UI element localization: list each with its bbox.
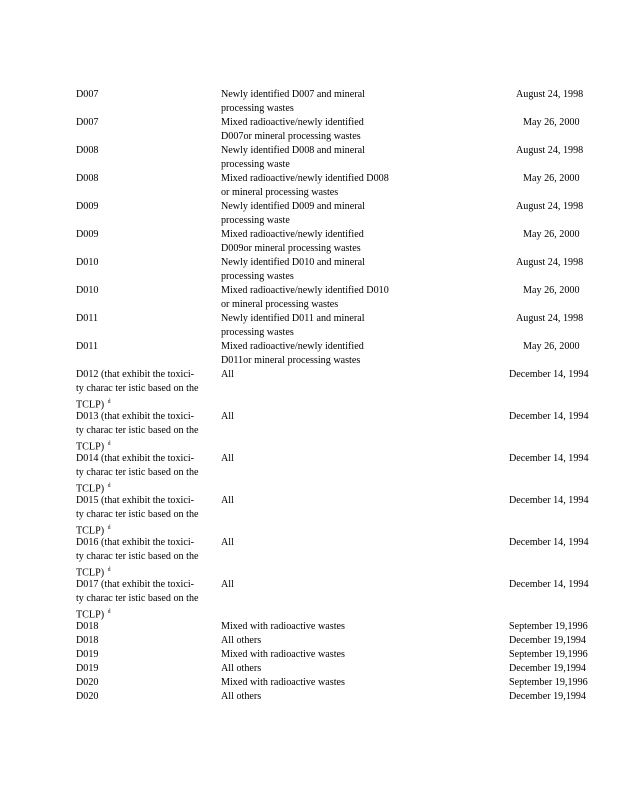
table-row xyxy=(76,339,580,367)
waste-code-text xyxy=(76,283,209,297)
waste-code-line: D018 xyxy=(76,620,99,632)
effective-date: December 14, 1994 xyxy=(509,494,589,506)
waste-code-line: D007 xyxy=(76,116,99,128)
effective-date: August 24, 1998 xyxy=(516,88,584,100)
waste-code-line: ty charac ter istic based on the xyxy=(76,424,199,436)
waste-code-line: D009 xyxy=(76,228,99,240)
waste-code-text xyxy=(76,255,209,269)
effective-date-cell xyxy=(441,493,618,507)
effective-date: May 26, 2000 xyxy=(523,172,580,184)
waste-description-line: Mixed with radioactive wastes xyxy=(221,648,345,660)
effective-date: May 26, 2000 xyxy=(523,284,580,296)
waste-code-line: D012 (that exhibit the toxici- xyxy=(76,368,195,380)
waste-code-text xyxy=(76,199,209,213)
waste-code-line: D017 (that exhibit the toxici- xyxy=(76,578,195,590)
waste-code-cell xyxy=(76,115,221,129)
waste-description-cell xyxy=(221,633,441,647)
effective-date: December 14, 1994 xyxy=(509,452,589,464)
waste-code-text xyxy=(76,591,209,605)
effective-date: August 24, 1998 xyxy=(516,312,584,324)
waste-description-line: Newly identified D007 and mineral xyxy=(221,88,365,100)
waste-description-line: Mixed with radioactive wastes xyxy=(221,620,345,632)
waste-code-text xyxy=(76,675,209,689)
waste-code-cell xyxy=(76,339,221,353)
effective-date-cell xyxy=(441,171,618,185)
waste-description-line: Newly identified D009 and mineral xyxy=(221,200,365,212)
waste-description-cell xyxy=(221,311,441,339)
table-row xyxy=(76,255,584,283)
waste-code-text xyxy=(76,535,209,549)
effective-date-cell xyxy=(441,535,618,549)
waste-description-line: processing waste xyxy=(221,214,290,226)
waste-code-text xyxy=(76,661,209,675)
waste-code-text xyxy=(76,115,209,129)
waste-description-cell xyxy=(221,227,441,255)
waste-code-text xyxy=(76,549,209,563)
waste-description-line: All xyxy=(221,452,234,464)
waste-code-cell xyxy=(76,199,221,213)
waste-code-cell xyxy=(76,661,221,675)
waste-code-line: D015 (that exhibit the toxici- xyxy=(76,494,195,506)
effective-date: December 14, 1994 xyxy=(509,368,589,380)
waste-code-text xyxy=(76,647,209,661)
waste-description-line: Mixed radioactive/newly identified D010 xyxy=(221,284,389,296)
effective-date-cell xyxy=(441,255,618,269)
waste-description-cell xyxy=(221,87,441,115)
waste-description-line: D009or mineral processing wastes xyxy=(221,242,361,254)
waste-code-cell xyxy=(76,283,221,297)
table-row xyxy=(76,143,584,171)
waste-code-line: D009 xyxy=(76,200,99,212)
waste-description-line: All others xyxy=(221,634,262,646)
waste-description-line: All xyxy=(221,410,234,422)
table-row xyxy=(76,199,584,227)
table-row xyxy=(76,675,588,689)
waste-code-line: TCLP) xyxy=(76,524,105,537)
table-row xyxy=(76,227,580,255)
table-row xyxy=(76,115,580,143)
waste-description-cell xyxy=(221,143,441,171)
footnote-marker: d xyxy=(107,609,111,615)
effective-date-cell xyxy=(441,409,618,423)
waste-code-text xyxy=(76,367,209,381)
table-row xyxy=(76,87,584,115)
effective-date: May 26, 2000 xyxy=(523,116,580,128)
waste-description-line: processing wastes xyxy=(221,270,294,282)
waste-code-line: ty charac ter istic based on the xyxy=(76,508,199,520)
waste-code-line: ty charac ter istic based on the xyxy=(76,466,199,478)
table-row xyxy=(76,633,587,647)
waste-description-line: All xyxy=(221,494,234,506)
waste-code-line: D008 xyxy=(76,172,99,184)
effective-date-cell xyxy=(441,311,618,325)
waste-code-cell xyxy=(76,619,221,633)
waste-description-cell xyxy=(221,493,441,507)
waste-description-line: Newly identified D011 and mineral xyxy=(221,312,365,324)
effective-date-cell xyxy=(441,619,618,633)
waste-code-line: TCLP) xyxy=(76,482,105,495)
waste-description-cell xyxy=(221,661,441,675)
waste-code-cell xyxy=(76,535,221,580)
waste-description-line: processing wastes xyxy=(221,102,294,114)
table-row xyxy=(76,367,589,411)
waste-code-text xyxy=(76,423,209,437)
waste-description-line: All xyxy=(221,368,234,380)
table-row xyxy=(76,493,589,537)
waste-code-line: ty charac ter istic based on the xyxy=(76,382,199,394)
waste-code-line: D018 xyxy=(76,634,99,646)
effective-date: December 19,1994 xyxy=(509,634,587,646)
waste-code-cell xyxy=(76,647,221,661)
waste-description-line: Newly identified D010 and mineral xyxy=(221,256,365,268)
effective-date-cell xyxy=(441,451,618,465)
waste-description-line: All others xyxy=(221,690,262,702)
effective-date-cell xyxy=(441,661,618,675)
waste-code-line: TCLP) xyxy=(76,398,105,411)
waste-date-table xyxy=(76,87,589,703)
effective-date: September 19,1996 xyxy=(509,648,588,660)
waste-description-cell xyxy=(221,619,441,633)
waste-code-line: TCLP) xyxy=(76,566,105,579)
footnote-marker: d xyxy=(107,441,111,447)
waste-description-cell xyxy=(221,451,441,465)
waste-code-cell xyxy=(76,255,221,269)
effective-date-cell xyxy=(441,689,618,703)
waste-description-line: or mineral processing wastes xyxy=(221,186,339,198)
table-row xyxy=(76,689,587,703)
effective-date: September 19,1996 xyxy=(509,676,588,688)
effective-date-cell xyxy=(441,115,618,129)
waste-description-line: Mixed with radioactive wastes xyxy=(221,676,345,688)
waste-code-cell xyxy=(76,87,221,101)
waste-code-text xyxy=(76,633,209,647)
effective-date: December 14, 1994 xyxy=(509,536,589,548)
waste-code-cell xyxy=(76,171,221,185)
waste-description-line: processing waste xyxy=(221,158,290,170)
effective-date: May 26, 2000 xyxy=(523,228,580,240)
waste-code-text xyxy=(76,87,209,101)
waste-description-cell xyxy=(221,199,441,227)
effective-date: August 24, 1998 xyxy=(516,200,584,212)
waste-description-cell xyxy=(221,115,441,143)
waste-code-line: D010 xyxy=(76,256,99,268)
waste-description-cell xyxy=(221,647,441,661)
waste-code-line: D014 (that exhibit the toxici- xyxy=(76,452,195,464)
waste-description-cell xyxy=(221,689,441,703)
effective-date-cell xyxy=(441,339,618,353)
waste-description-line: Mixed radioactive/newly identified xyxy=(221,340,364,352)
waste-code-text xyxy=(76,689,209,703)
waste-description-cell xyxy=(221,171,441,199)
effective-date: December 19,1994 xyxy=(509,690,587,702)
effective-date: May 26, 2000 xyxy=(523,340,580,352)
waste-description-line: Newly identified D008 and mineral xyxy=(221,144,365,156)
effective-date: December 19,1994 xyxy=(509,662,587,674)
table-row xyxy=(76,171,580,199)
table-row xyxy=(76,619,588,633)
waste-code-line: D011 xyxy=(76,312,99,324)
waste-code-cell xyxy=(76,311,221,325)
table-row xyxy=(76,535,589,579)
waste-code-text xyxy=(76,381,209,395)
effective-date-cell xyxy=(441,87,618,101)
effective-date: December 14, 1994 xyxy=(509,410,589,422)
waste-code-line: D016 (that exhibit the toxici- xyxy=(76,536,195,548)
footnote-marker: d xyxy=(107,567,111,573)
waste-description-cell xyxy=(221,577,441,591)
table-row xyxy=(76,661,587,675)
waste-code-cell xyxy=(76,689,221,703)
effective-date-cell xyxy=(441,143,618,157)
waste-code-text xyxy=(76,451,209,465)
footnote-marker: d xyxy=(107,483,111,489)
waste-code-cell xyxy=(76,367,221,412)
effective-date-cell xyxy=(441,199,618,213)
waste-code-line: D010 xyxy=(76,284,99,296)
waste-description-cell xyxy=(221,535,441,549)
waste-code-cell xyxy=(76,577,221,622)
waste-code-line: D008 xyxy=(76,144,99,156)
effective-date: December 14, 1994 xyxy=(509,578,589,590)
waste-code-cell xyxy=(76,143,221,157)
waste-code-line: ty charac ter istic based on the xyxy=(76,592,199,604)
waste-description-line: Mixed radioactive/newly identified xyxy=(221,228,364,240)
effective-date-cell xyxy=(441,675,618,689)
effective-date-cell xyxy=(441,633,618,647)
waste-description-line: D011or mineral processing wastes xyxy=(221,354,361,366)
waste-description-line: All xyxy=(221,536,234,548)
waste-code-line: D013 (that exhibit the toxici- xyxy=(76,410,195,422)
table-row xyxy=(76,647,588,661)
waste-code-cell xyxy=(76,675,221,689)
waste-code-cell xyxy=(76,227,221,241)
waste-description-cell xyxy=(221,367,441,381)
waste-description-cell xyxy=(221,339,441,367)
waste-code-line: D020 xyxy=(76,690,99,702)
effective-date-cell xyxy=(441,577,618,591)
waste-description-line: All xyxy=(221,578,234,590)
waste-code-line: D007 xyxy=(76,88,99,100)
waste-code-text xyxy=(76,171,209,185)
effective-date: August 24, 1998 xyxy=(516,256,584,268)
waste-code-line: TCLP) xyxy=(76,440,105,453)
waste-code-line: D019 xyxy=(76,662,99,674)
waste-description-cell xyxy=(221,409,441,423)
table-row xyxy=(76,409,589,453)
effective-date-cell xyxy=(441,283,618,297)
waste-description-line: Mixed radioactive/newly identified D008 xyxy=(221,172,389,184)
table-row xyxy=(76,283,580,311)
waste-description-line: All others xyxy=(221,662,262,674)
waste-code-cell xyxy=(76,409,221,454)
waste-code-text xyxy=(76,577,209,591)
table-row xyxy=(76,451,589,495)
effective-date: September 19,1996 xyxy=(509,620,588,632)
effective-date-cell xyxy=(441,647,618,661)
effective-date: August 24, 1998 xyxy=(516,144,584,156)
waste-description-line: D007or mineral processing wastes xyxy=(221,130,361,142)
waste-code-line: D019 xyxy=(76,648,99,660)
footnote-marker: d xyxy=(107,525,111,531)
waste-code-line: ty charac ter istic based on the xyxy=(76,550,199,562)
waste-description-cell xyxy=(221,255,441,283)
effective-date-cell xyxy=(441,367,618,381)
waste-code-line: D011 xyxy=(76,340,99,352)
waste-description-line: processing wastes xyxy=(221,326,294,338)
waste-description-cell xyxy=(221,283,441,311)
waste-code-line: TCLP) xyxy=(76,608,105,621)
waste-code-text xyxy=(76,409,209,423)
waste-code-cell xyxy=(76,493,221,538)
waste-code-text xyxy=(76,619,209,633)
footnote-marker: d xyxy=(107,399,111,405)
waste-code-text xyxy=(76,465,209,479)
waste-code-cell xyxy=(76,451,221,496)
waste-code-text xyxy=(76,493,209,507)
table-row xyxy=(76,577,589,621)
waste-code-text xyxy=(76,339,209,353)
table-row xyxy=(76,311,584,339)
waste-code-text xyxy=(76,507,209,521)
waste-description-line: Mixed radioactive/newly identified xyxy=(221,116,364,128)
waste-code-text xyxy=(76,227,209,241)
effective-date-cell xyxy=(441,227,618,241)
waste-code-line: D020 xyxy=(76,676,99,688)
waste-description-cell xyxy=(221,675,441,689)
waste-code-cell xyxy=(76,633,221,647)
waste-description-line: or mineral processing wastes xyxy=(221,298,339,310)
waste-code-text xyxy=(76,143,209,157)
waste-code-text xyxy=(76,311,209,325)
